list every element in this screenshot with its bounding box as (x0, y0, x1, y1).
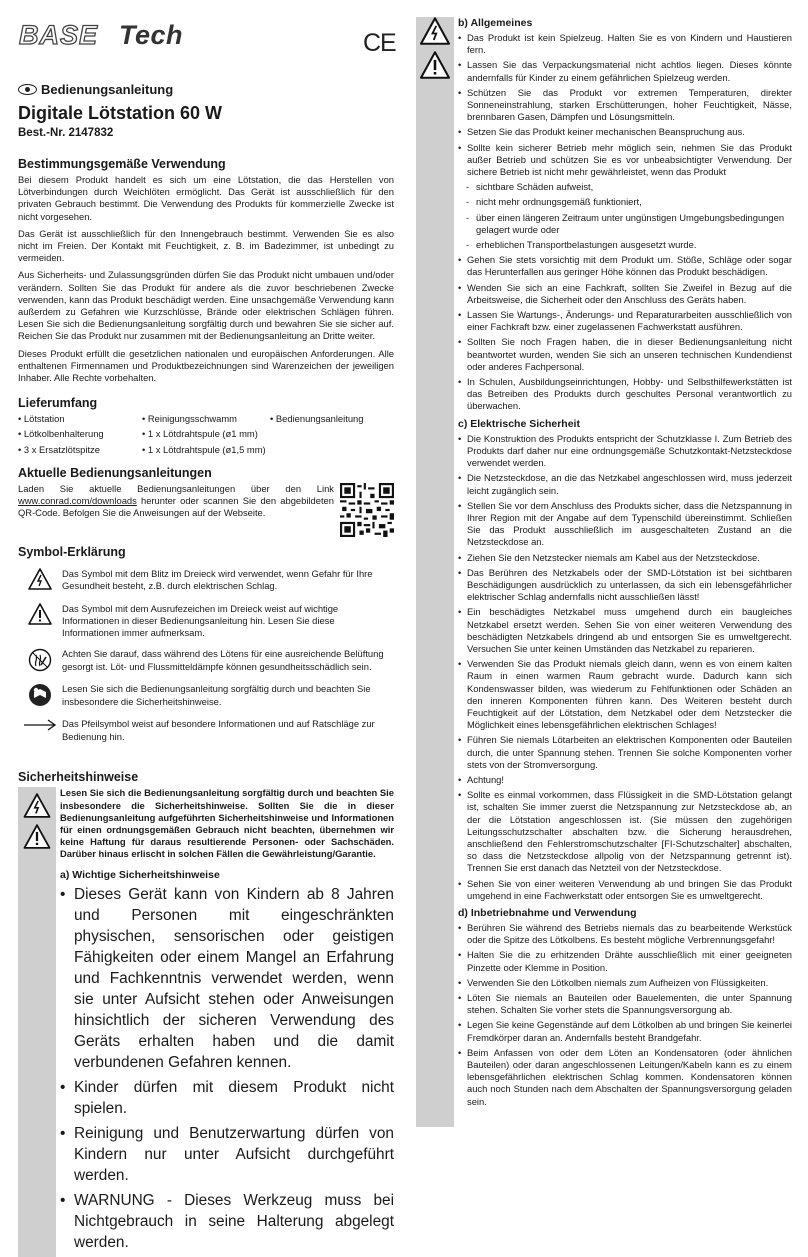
list-item: • Löten Sie niemals an Bauteilen oder Bauelementen, die unter Spannung stehen. Schalten Sie vorher stets die Spannungsversorgung ab. (458, 992, 792, 1016)
scope-item: • Lötstation (18, 413, 142, 425)
list-item: • Kinder dürfen mit diesem Produkt nicht spielen. (60, 1077, 394, 1119)
list-item: • Verwenden Sie das Produkt niemals gleich dann, wenn es von einem kalten Raum in einen warmen Raum gebracht wurde. Dadurch kann sich Kondenswasser bilden, was wiederum zu Fehlfunktionen oder Schäden an den inneren Komponenten führen kann. Des Weiteren besteht durch Feuchtigkeit auf der Lötstation, dem Netzkabel oder dem Netzstecker die Möglichkeit eines lebensgefährlichen elektrischen Schlages! (458, 658, 792, 731)
list-item: • Verwenden Sie den Lötkolben niemals zum Aufheizen von Flüssigkeiten. (458, 977, 792, 989)
list-item: • Wenden Sie sich an eine Fachkraft, sollten Sie Zweifel in Bezug auf die Arbeitsweise, die Sicherheit oder den Anschluss des Geräts haben. (458, 282, 792, 306)
exclamation-warning-icon (23, 824, 51, 849)
list-item: • Ziehen Sie den Netzstecker niemals am Kabel aus der Netzsteckdose. (458, 552, 792, 564)
list-item: • Achtung! (458, 774, 792, 786)
list-item: • Sollte kein sicherer Betrieb mehr möglich sein, nehmen Sie das Produkt außer Betrieb und schützen Sie es vor unbeabsichtigter Verwendung. Der sichere Betrieb ist nicht mehr gewährleistet, wenn das Produkt (458, 142, 792, 179)
intended-use-paragraph: Bei diesem Produkt handelt es sich um eine Lötstation, die das Herstellen von Lötverbindungen durch Weichlöten ermöglicht. Das Gerät ist ausschließlich für den privaten Gebrauch bestimmt. Die Verwendung des Produkts für kommerzielle Zwecke ist nicht vorgesehen. (18, 174, 394, 222)
section-d-heading: d) Inbetriebnahme und Verwendung (458, 907, 637, 919)
safety-intro: Lesen Sie sich die Bedienungsanleitung sorgfältig durch und beachten Sie insbesondere die Sicherheitshinweise. Sollten Sie die in dieser Bedienungsanleitung aufgeführten Sicherheitshinweise und Informationen für einen ordnungsgemäßen Gebrauch nicht beachten, übernehmen wir keine Haftung für daraus resultierende Personen- oder Sachschäden. Darüber hinaus erlischt in solchen Fällen die Gewährleistung/Garantie. (60, 787, 394, 860)
arrow-icon (23, 718, 57, 732)
symbol-row: Lesen Sie sich die Bedienungsanleitung sorgfältig durch und beachten Sie insbesondere die Sicherheitshinweise. (18, 683, 394, 709)
safety-heading: Sicherheitshinweise (18, 770, 139, 785)
downloads-link[interactable]: www.conrad.com/downloads (18, 495, 137, 507)
section-c-list (458, 433, 792, 902)
manuals-section (18, 483, 394, 537)
order-number: Best.-Nr. 2147832 (18, 127, 114, 139)
safety-section (18, 787, 394, 1256)
list-item: • Sollte es einmal vorkommen, dass Flüssigkeit in die SMD-Lötstation gelangt ist, schalten Sie immer zuerst die Netzspannung zur Netzsteckdose ab, an der die Lötstation angeschlossen ist. (Sie müssen den zugehörigen Leitungsschutzschalter abschalten bzw. die Sicherung herausdrehen, anschließend den Fehlerstromschutzschalter [FI-Schutzschalter] abschalten, so dass die Netzsteckdose allpolig von der Netzspannung getrennt ist). Trennen Sie erst danach das Netzteil von der Netzsteckdose. (458, 789, 792, 874)
warning-strip (18, 787, 56, 1256)
list-item: • Dieses Gerät kann von Kindern ab 8 Jahren und Personen mit eingeschränkten physischen, sensorischen oder geistigen Fähigkeiten oder einem Mangel an Erfahrung und Fachkenntnis verwendet werden, wenn sie unter Aufsicht stehen oder Anweisungen hinsichtlich der sicheren Verwendung des Geräts erhalten haben und die damit verbundenen Gefahren kennen. (60, 884, 394, 1073)
list-item: • Die Konstruktion des Produkts entspricht der Schutzklasse I. Zum Betrieb des Produkts darf daher nur eine ordnungsgemäße Schutzkontakt-Netzsteckdose verwendet werden. (458, 433, 792, 470)
lightning-warning-icon (28, 568, 52, 590)
scope-item: • Reinigungsschwamm (142, 413, 270, 425)
section-d-list (458, 922, 792, 1108)
symbol-row: Das Symbol mit dem Blitz im Dreieck wird verwendet, wenn Gefahr für Ihre Gesundheit besteht, z.B. durch elektrischen Schlag. (18, 568, 394, 594)
section-b-dash-list (458, 181, 792, 251)
ce-mark: CE (363, 29, 396, 57)
list-item: • Reinigung und Benutzerwartung dürfen von Kindern nur unter Aufsicht durchgeführt werden. (60, 1123, 394, 1186)
list-item: - nicht mehr ordnungsgemäß funktioniert, (458, 196, 792, 208)
section-c-heading: c) Elektrische Sicherheit (458, 417, 580, 430)
scope-list (18, 413, 394, 456)
right-column (416, 17, 792, 1111)
fumes-icon (28, 648, 52, 672)
section-a-heading: a) Wichtige Sicherheitshinweise (60, 868, 220, 881)
symbol-row: Das Pfeilsymbol weist auf besondere Informationen und auf Ratschläge zur Bedienung hin. (18, 718, 394, 744)
manuals-heading: Aktuelle Bedienungsanleitungen (18, 465, 212, 480)
list-item: • Sehen Sie von einer weiteren Verwendung ab und bringen Sie das Produkt umgehend in eine Fachwerkstatt oder entsorgen Sie es umweltgerecht. (458, 878, 792, 902)
list-item: • Gehen Sie stets vorsichtig mit dem Produkt um. Stöße, Schläge oder sogar das Herunterfallen aus geringer Höhe können das Produkt beschädigen. (458, 254, 792, 278)
list-item: • In Schulen, Ausbildungseinrichtungen, Hobby- und Selbsthilfewerkstätten ist das Betreiben des Produkts durch geschultes Personal verantwortlich zu überwachen. (458, 376, 792, 413)
list-item: • Führen Sie niemals Lötarbeiten an elektrischen Komponenten oder Bauteilen durch, die unter Spannung stehen. Trennen Sie solche Komponenten vorher stets von der Stromversorgung. (458, 734, 792, 771)
list-item: • Das Berühren des Netzkabels oder der SMD-Lötstation ist bei sichtbaren Beschädigungen ausdrücklich zu unterlassen, da sich ein lebensgefährlicher elektrischer Schlag andernfalls nicht ausschließen lässt! (458, 567, 792, 604)
list-item: • Beim Anfassen von oder dem Löten an Kondensatoren (oder ähnlichen Bauteilen) oder daran angeschlossenen Leitungen/Kabeln kann es zu einem lebensgefährlichen elektrischen Schlag kommen. Kondensatoren können auch noch Stunden nach dem Abschalten der Spannungsversorgung geladen sein. (458, 1047, 792, 1108)
list-item: • Die Netzsteckdose, an die das Netzkabel angeschlossen wird, muss jederzeit leicht zugänglich sein. (458, 472, 792, 496)
list-item: • Ein beschädigtes Netzkabel muss umgehend durch ein baugleiches Netzkabel ersetzt werden. Sehen Sie von einer weiteren Verwendung des beschädigten Netzkabels dringend ab und entsorgen Sie es umweltgerecht. Versuchen Sie unter keinen Umständen das Netzkabel zu reparieren. (458, 606, 792, 655)
scope-item: • 1 x Lötdrahtspule (ø1 mm) (142, 428, 270, 440)
symbols-heading: Symbol-Erklärung (18, 544, 126, 559)
qr-code[interactable] (340, 483, 394, 537)
svg-text:BASE: BASE (19, 20, 99, 50)
list-item: • Das Produkt ist kein Spielzeug. Halten Sie es von Kindern und Haustieren fern. (458, 32, 792, 56)
scope-item: • Bedienungsanleitung (270, 413, 394, 425)
scope-heading: Lieferumfang (18, 396, 98, 411)
section-b-heading: b) Allgemeines (458, 17, 533, 29)
list-item: • Schützen Sie das Produkt vor extremen Temperaturen, direkter Sonneneinstrahlung, starken Erschütterungen, hoher Feuchtigkeit, Nässe, brennbaren Gasen, Dämpfen und Lösungsmitteln. (458, 87, 792, 124)
eye-icon (18, 84, 37, 95)
intended-use-paragraph: Das Gerät ist ausschließlich für den Innengebrauch bestimmt. Verwenden Sie es also nicht im Freien. Der Kontakt mit Feuchtigkeit, z. B. im Badezimmer, ist unbedingt zu vermeiden. (18, 227, 394, 264)
list-item: • Legen Sie keine Gegenstände auf dem Lötkolben ab und bringen Sie keinerlei Fremdkörper daran an. Andernfalls besteht Brandgefahr. (458, 1019, 792, 1043)
list-item: • Sollten Sie noch Fragen haben, die in dieser Bedienungsanleitung nicht beantwortet wurden, wenden Sie sich an unseren technischen Kundendienst oder anderes Fachpersonal. (458, 336, 792, 373)
list-item: • Berühren Sie während des Betriebs niemals das zu bearbeitende Werkstück oder die Spitze des Lötkolbens. Es besteht mögliche Verbrennungsgefahr! (458, 922, 792, 946)
page-title: Digitale Lötstation 60 W (18, 103, 223, 123)
list-item: • Lassen Sie Wartungs-, Änderungs- und Reparaturarbeiten ausschließlich von einer Fachkraft bzw. einer zugelassenen Fachwerkstatt ausführen. (458, 309, 792, 333)
section-a-list (60, 884, 394, 1253)
list-item: - sichtbare Schäden aufweist, (458, 181, 792, 193)
svg-text:Tech: Tech (119, 20, 184, 50)
list-item: - erheblichen Transportbelastungen ausgesetzt wurde. (458, 239, 792, 251)
section-b-list-2 (458, 254, 792, 412)
operating-instructions-label: Bedienungsanleitung (18, 82, 394, 97)
basetech-logo (17, 20, 245, 50)
section-b-list (458, 32, 792, 178)
warning-strip (416, 17, 454, 1127)
list-item: - über einen längeren Zeitraum unter ungünstigen Umgebungsbedingungen gelagert wurde oder (458, 212, 792, 236)
lightning-warning-icon (23, 793, 51, 818)
scope-item: • 1 x Lötdrahtspule (ø1,5 mm) (142, 444, 270, 456)
scope-item: • Lötkolbenhalterung (18, 428, 142, 440)
intended-use-heading: Bestimmungsgemäße Verwendung (18, 157, 226, 171)
read-manual-icon (28, 683, 52, 707)
list-item: • Halten Sie die zu erhitzenden Drähte ausschließlich mit einer geeigneten Pinzette oder Klemme in Position. (458, 949, 792, 973)
lightning-warning-icon (419, 17, 451, 45)
scope-item: • 3 x Ersatzlötspitze (18, 444, 142, 456)
intended-use-paragraph: Aus Sicherheits- und Zulassungsgründen dürfen Sie das Produkt nicht umbauen und/oder verändern. Sollten Sie das Produkt für andere als die zuvor beschriebenen Zwecke verwenden, kann das Produkt beschädigt werden. Eine unsachgemäße Verwendung kann außerdem zu Gefahren wie Kurzschlüsse, Brände oder elektrischen Schlägen führen. Lesen Sie sich die Bedienungsanleitung sorgfältig durch und bewahren Sie sie sicher auf. Reichen Sie das Produkt nur zusammen mit der Bedienungsanleitung an Dritte weiter. (18, 269, 394, 342)
list-item: • Lassen Sie das Verpackungsmaterial nicht achtlos liegen. Dieses könnte andernfalls für Kinder zu einem gefährlichen Spielzeug werden. (458, 59, 792, 83)
exclamation-warning-icon (28, 603, 52, 625)
manuals-text: Laden Sie aktuelle Bedienungsanleitungen über den Link www.conrad.com/downloads herunter oder scannen Sie den abgebildeten QR-Code. Befolgen Sie die Anweisungen auf der Webseite. (18, 482, 334, 519)
exclamation-warning-icon (419, 51, 451, 79)
list-item: • Stellen Sie vor dem Anschluss des Produkts sicher, dass die Netzspannung in Ihrer Region mit der Angabe auf dem Typenschild übereinstimmt. Schließen Sie das Produkt ausschließlich im ausgeschalteten Zustand an die Netzsteckdose an. (458, 500, 792, 549)
symbol-row: Das Symbol mit dem Ausrufezeichen im Dreieck weist auf wichtige Informationen in dieser Bedienungsanleitung hin. Lesen Sie diese Informationen immer aufmerksam. (18, 603, 394, 640)
list-item: • Setzen Sie das Produkt keiner mechanischen Beanspruchung aus. (458, 126, 792, 138)
intended-use-paragraph: Dieses Produkt erfüllt die gesetzlichen nationalen und europäischen Anforderungen. Alle enthaltenen Firmennamen und Produktbezeichnungen sind Warenzeichen der jeweiligen Inhaber. Alle Rechte vorbehalten. (18, 347, 394, 384)
symbol-row: Achten Sie darauf, dass während des Lötens für eine ausreichende Belüftung gesorgt ist. Löt- und Flussmitteldämpfe können gesundheitsschädlich sein. (18, 648, 394, 674)
list-item: • WARNUNG - Dieses Werkzeug muss bei Nichtgebrauch in seine Halterung abgelegt werden. (60, 1190, 394, 1253)
left-column (18, 82, 394, 1257)
